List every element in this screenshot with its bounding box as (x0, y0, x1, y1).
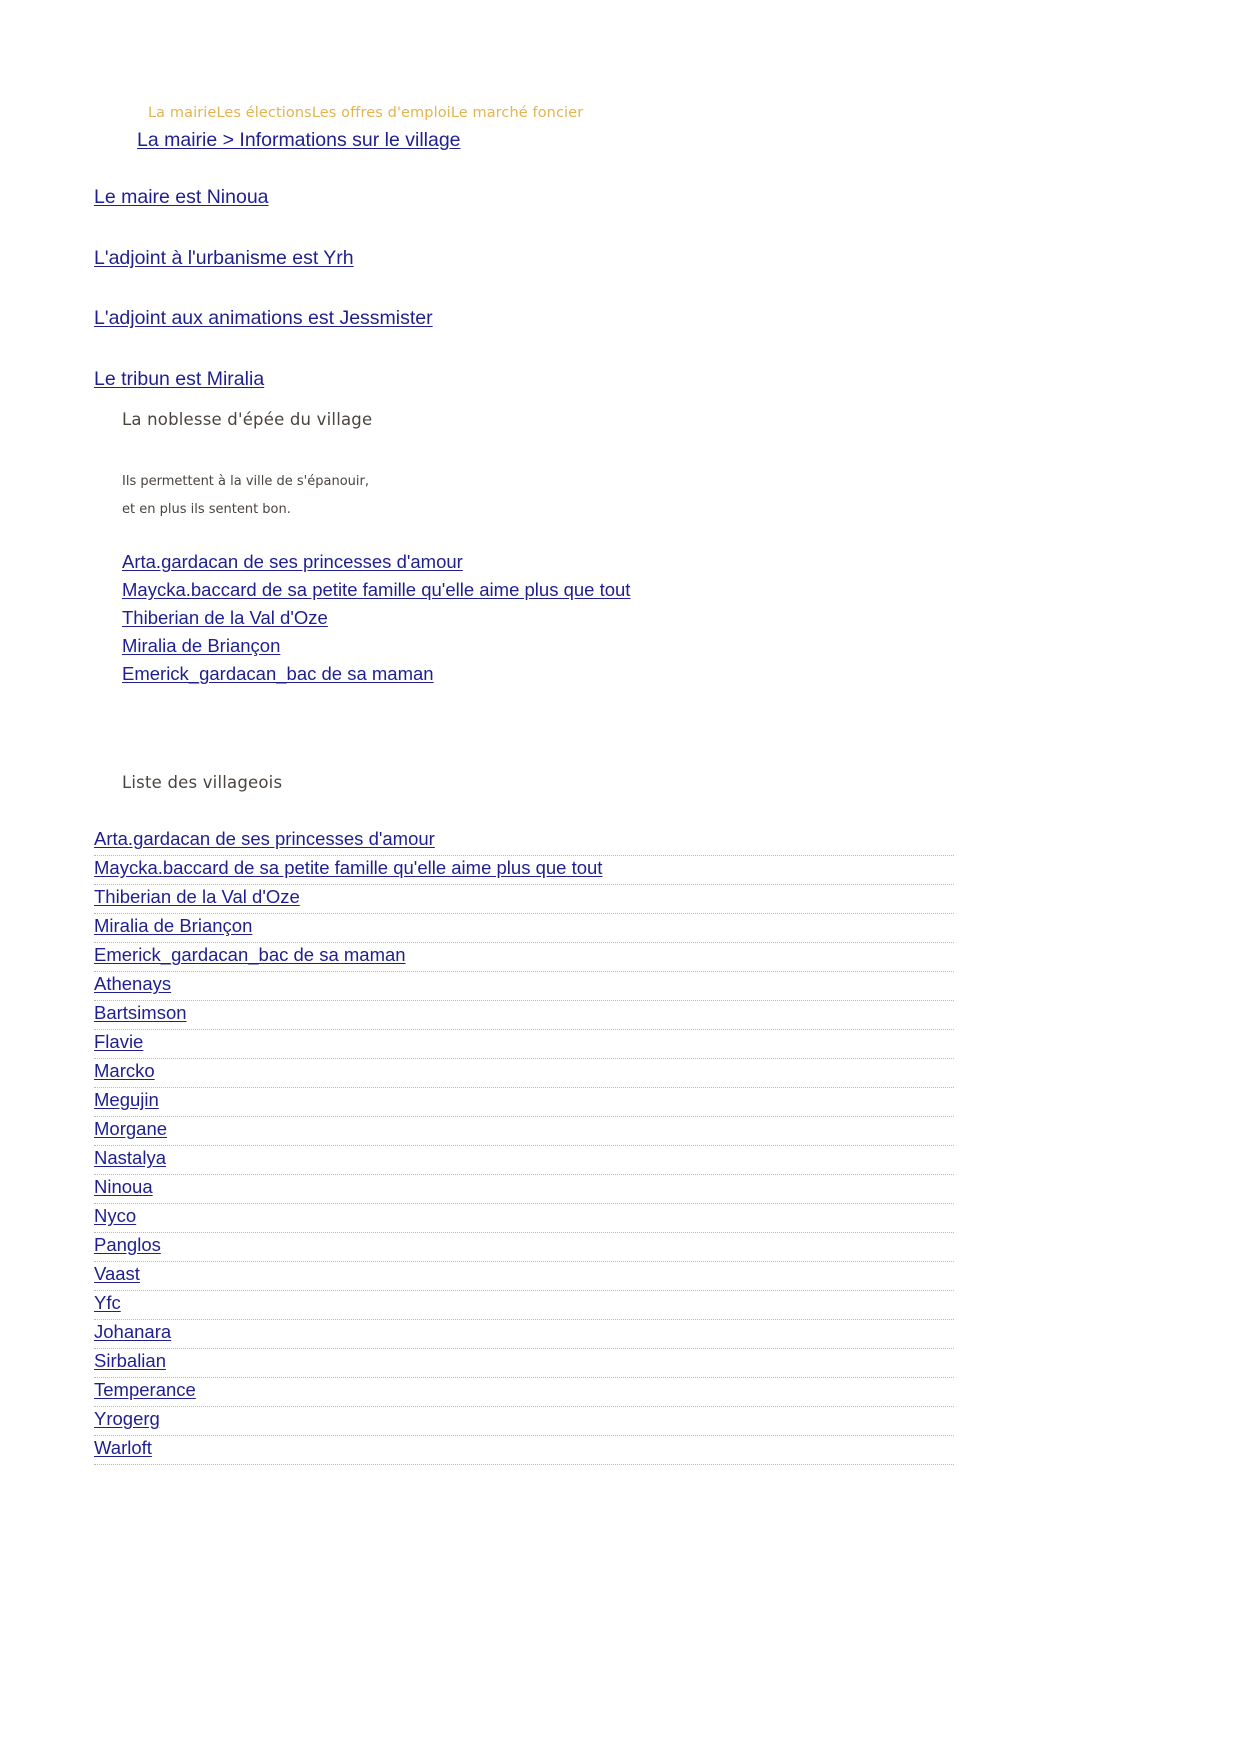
noblesse-member-link[interactable]: Emerick_gardacan_bac de sa maman (122, 663, 434, 684)
villager-link[interactable]: Miralia de Briançon (94, 915, 253, 936)
nav-item-la-mairie[interactable]: La mairie (148, 105, 217, 121)
list-item (94, 1175, 954, 1204)
villager-link[interactable]: Maycka.baccard de sa petite famille qu'elle aime plus que tout (94, 857, 603, 878)
noblesse-description (122, 468, 369, 524)
official-maire-link[interactable]: Le maire est Ninoua (94, 186, 269, 208)
list-item (94, 1291, 954, 1320)
list-item (94, 914, 954, 943)
officials-section (94, 184, 994, 426)
list-item (94, 827, 954, 856)
list-item (94, 972, 954, 1001)
villager-link[interactable]: Marcko (94, 1060, 155, 1081)
villager-link[interactable]: Thiberian de la Val d'Oze (94, 886, 300, 907)
villager-link[interactable]: Ninoua (94, 1176, 153, 1197)
villager-link[interactable]: Morgane (94, 1118, 168, 1139)
villager-link[interactable]: Nyco (94, 1205, 137, 1226)
noblesse-member-link[interactable]: Miralia de Briançon (122, 635, 281, 656)
official-adjoint-urbanisme (94, 245, 994, 271)
list-item (94, 943, 954, 972)
villager-link[interactable]: Arta.gardacan de ses princesses d'amour (94, 828, 435, 849)
noblesse-description-line-2: et en plus ils sentent bon. (122, 502, 291, 517)
list-item (94, 856, 954, 885)
villager-link[interactable]: Bartsimson (94, 1002, 187, 1023)
noblesse-member (122, 660, 1022, 688)
villager-link[interactable]: Yrogerg (94, 1408, 160, 1429)
official-tribun-link[interactable]: Le tribun est Miralia (94, 367, 265, 390)
list-item (94, 1059, 954, 1088)
list-item (94, 1233, 954, 1262)
nav-item-le-marche-foncier[interactable]: Le marché foncier (450, 105, 584, 121)
noblesse-member-list (122, 548, 1022, 688)
noblesse-member (122, 604, 1022, 632)
list-item (94, 1407, 954, 1436)
villager-link[interactable]: Warloft (94, 1437, 152, 1458)
villager-link[interactable]: Yfc (94, 1292, 121, 1313)
list-item (94, 1001, 954, 1030)
noblesse-member (122, 576, 1022, 604)
noblesse-heading: La noblesse d'épée du village (122, 410, 373, 429)
noblesse-description-line-1: Ils permettent à la ville de s'épanouir, (122, 474, 369, 489)
list-item (94, 1117, 954, 1146)
villager-link[interactable]: Flavie (94, 1031, 144, 1052)
list-item (94, 1030, 954, 1059)
noblesse-member-link[interactable]: Maycka.baccard de sa petite famille qu'elle aime plus que tout (122, 579, 631, 600)
villager-link[interactable]: Athenays (94, 973, 172, 994)
breadcrumb[interactable]: La mairie > Informations sur le village (137, 129, 461, 151)
villager-link[interactable]: Temperance (94, 1379, 196, 1400)
nav-item-les-elections[interactable]: Les élections (216, 105, 312, 121)
villager-link[interactable]: Megujin (94, 1089, 159, 1110)
noblesse-member (122, 632, 1022, 660)
villager-link[interactable]: Johanara (94, 1321, 172, 1342)
official-tribun (94, 366, 994, 392)
noblesse-member-link[interactable]: Arta.gardacan de ses princesses d'amour (122, 551, 463, 572)
list-item (94, 1204, 954, 1233)
villager-link[interactable]: Nastalya (94, 1147, 166, 1168)
list-item (94, 1088, 954, 1117)
list-item (94, 1320, 954, 1349)
list-item (94, 1349, 954, 1378)
list-item (94, 1436, 954, 1465)
noblesse-member (122, 548, 1022, 576)
nav-item-les-offres-d-emploi[interactable]: Les offres d'emploi (311, 105, 451, 121)
villager-link[interactable]: Emerick_gardacan_bac de sa maman (94, 944, 406, 965)
list-item (94, 885, 954, 914)
list-item (94, 1378, 954, 1407)
villager-link[interactable]: Sirbalian (94, 1350, 166, 1371)
villager-link[interactable]: Panglos (94, 1234, 161, 1255)
list-item (94, 1146, 954, 1175)
villagers-list (94, 827, 954, 1465)
official-adjoint-animations-link[interactable]: L'adjoint aux animations est Jessmister (94, 307, 433, 329)
official-adjoint-urbanisme-link[interactable]: L'adjoint à l'urbanisme est Yrh (94, 246, 354, 269)
official-adjoint-animations (94, 305, 994, 331)
official-maire (94, 184, 994, 210)
noblesse-member-link[interactable]: Thiberian de la Val d'Oze (122, 607, 328, 628)
list-item (94, 1262, 954, 1291)
villager-link[interactable]: Vaast (94, 1263, 140, 1284)
villagers-heading: Liste des villageois (122, 773, 283, 792)
top-navigation (148, 104, 583, 122)
